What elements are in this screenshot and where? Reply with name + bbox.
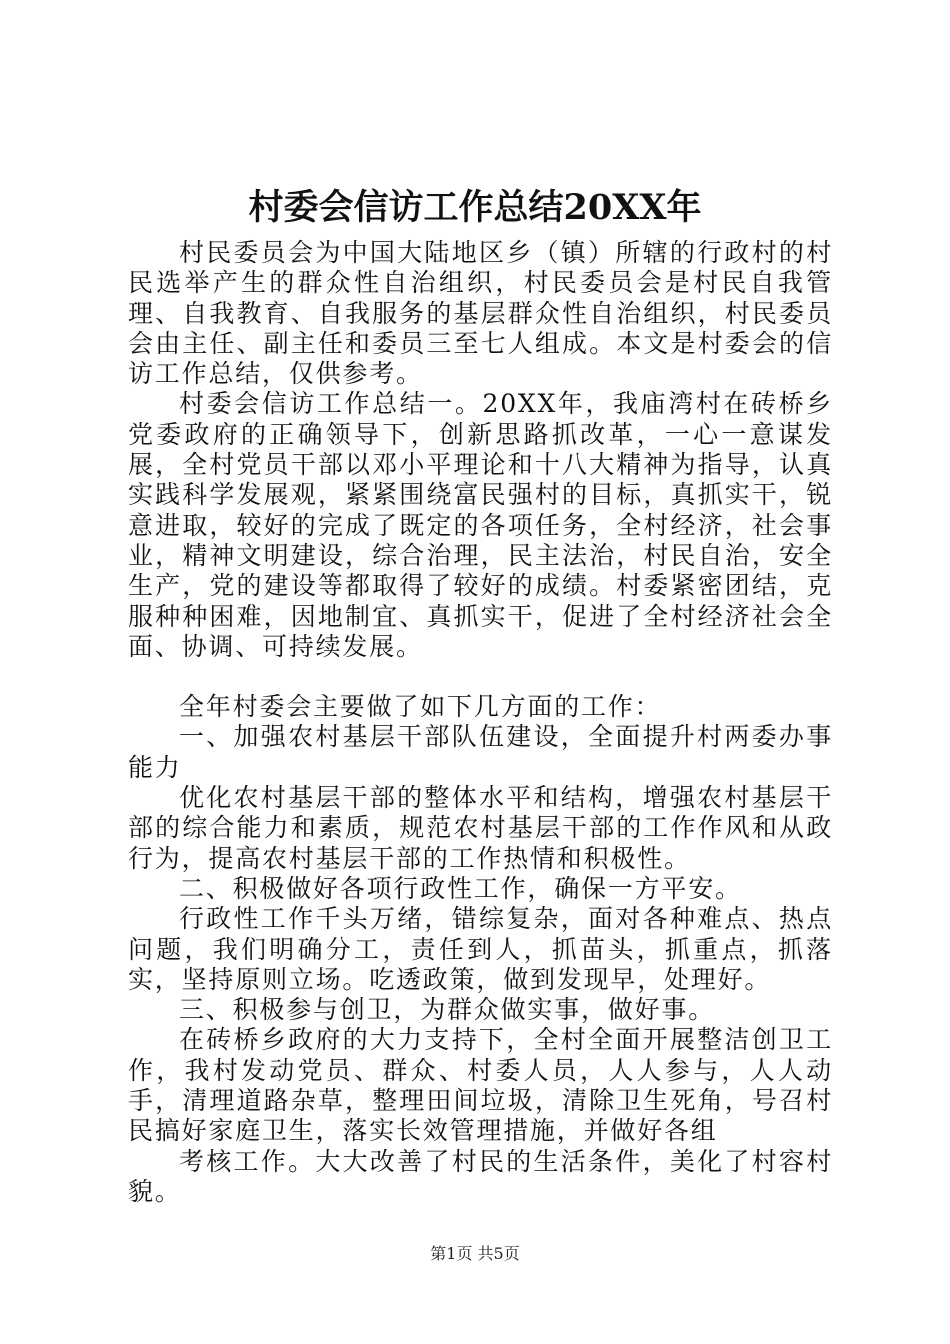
section-1-paragraph: 优化农村基层干部的整体水平和结构，增强农村基层干部的综合能力和素质，规范农村基层干部的工作作风和从政行为，提高农村基层干部的工作热情和积极性。 bbox=[128, 783, 833, 873]
summary-paragraph: 村委会信访工作总结一。20XX年，我庙湾村在砖桥乡党委政府的正确领导下，创新思路抓改革，一心一意谋发展，全村党员干部以邓小平理论和十八大精神为指导，认真实践科学发展观，紧紧围绕富民强村的目标，真抓实干，锐意进取，较好的完成了既定的各项任务，全村经济，社会事业，精神文明建设，综合治理，民主法治，村民自治，安全生产，党的建设等都取得了较好的成绩。村委紧密团结，克服种种困难，因地制宜、真抓实干，促进了全村经济社会全面、协调、可持续发展。 bbox=[128, 389, 833, 661]
document-body bbox=[128, 238, 833, 1207]
intro-paragraph: 村民委员会为中国大陆地区乡（镇）所辖的行政村的村民选举产生的群众性自治组织，村民委员会是村民自我管理、自我教育、自我服务的基层群众性自治组织，村民委员会由主任、副主任和委员三至七人组成。本文是村委会的信访工作总结，仅供参考。 bbox=[128, 238, 833, 389]
section-heading-1: 一、加强农村基层干部队伍建设，全面提升村两委办事能力 bbox=[128, 722, 833, 782]
work-overview-paragraph: 全年村委会主要做了如下几方面的工作： bbox=[179, 692, 662, 722]
section-3-paragraph: 在砖桥乡政府的大力支持下，全村全面开展整洁创卫工作，我村发动党员、群众、村委人员，人人参与，人人动手，清理道路杂草，整理田间垃圾，清除卫生死角，号召村民搞好家庭卫生，落实长效管理措施，并做好各组 bbox=[128, 1025, 833, 1146]
section-2-paragraph: 行政性工作千头万绪，错综复杂，面对各种难点、热点问题，我们明确分工，责任到人，抓苗头，抓重点，抓落实，坚持原则立场。吃透政策，做到发现早，处理好。 bbox=[128, 904, 833, 994]
section-3-continuation: 考核工作。大大改善了村民的生活条件，美化了村容村貌。 bbox=[128, 1146, 833, 1206]
paragraph-spacer bbox=[128, 662, 833, 692]
document-title: 村委会信访工作总结20XX年 bbox=[248, 187, 702, 228]
section-heading-3: 三、积极参与创卫，为群众做实事，做好事。 bbox=[179, 995, 716, 1025]
page-footer: 第1页 共5页 bbox=[430, 1244, 520, 1263]
section-heading-2: 二、积极做好各项行政性工作，确保一方平安。 bbox=[179, 873, 742, 903]
